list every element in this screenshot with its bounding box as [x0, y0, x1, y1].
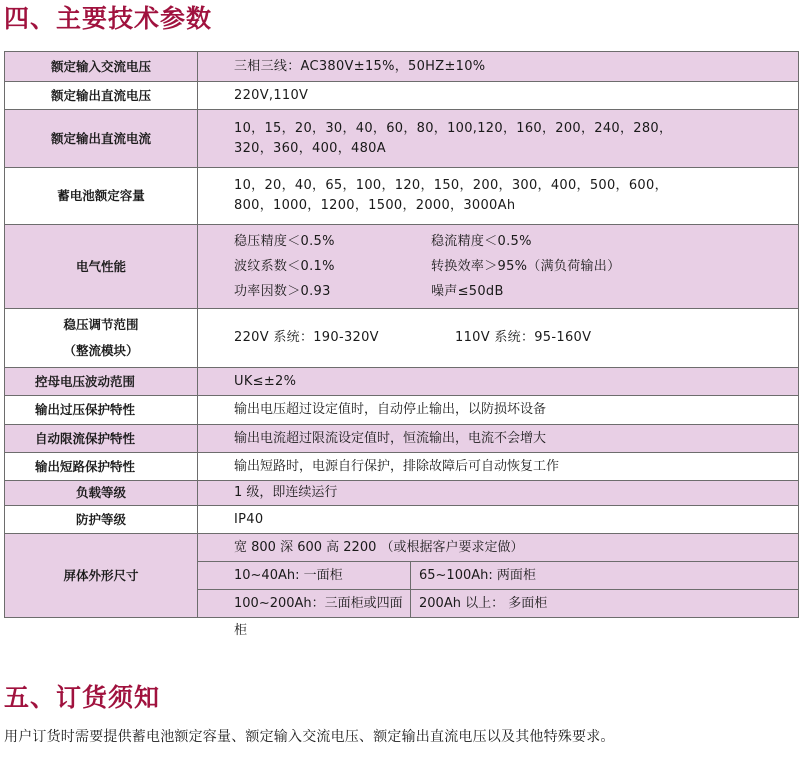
electrical-ripple: 波纹系数＜0.1% — [234, 259, 335, 274]
cabinet-200ah-plus: 200Ah 以上： 多面柜 — [419, 596, 548, 611]
regulation-label-1: 稳压调节范围 — [63, 317, 139, 332]
section-4-title: 四、主要技术参数 — [4, 4, 213, 33]
output-dc-i-line1: 10，15，20，30，40，60，80，100,120，160，200，240，280， — [234, 120, 673, 136]
value-output-dc-v: 220V,110V — [198, 82, 799, 110]
electrical-voltage-precision: 稳压精度＜0.5% — [234, 234, 335, 249]
ordering-note: 用户订货时需要提供蓄电池额定容量、额定输入交流电压、额定输出直流电压以及其他特殊要求。 — [4, 729, 615, 745]
cabinet-65-100ah: 65~100Ah: 两面柜 — [419, 568, 536, 583]
value-regulation — [198, 309, 799, 368]
label-output-dc-i: 额定输出直流电流 — [5, 110, 198, 168]
label-load-class: 负载等级 — [5, 481, 198, 506]
regulation-220v: 220V 系统：190-320V — [234, 330, 379, 345]
cabinet-100-200ah: 100~200Ah：三面柜或四面柜 — [198, 590, 411, 617]
value-overvoltage: 输出电压超过设定值时，自动停止输出，以防损坏设备 — [198, 396, 799, 425]
value-control-bus: UK≤±2% — [198, 368, 799, 396]
label-battery: 蓄电池额定容量 — [5, 168, 198, 225]
value-cabinet — [198, 534, 799, 638]
label-short-circuit: 输出短路保护特性 — [5, 453, 198, 481]
value-short-circuit: 输出短路时，电源自行保护，排除故障后可自动恢复工作 — [198, 453, 799, 481]
row-cabinet — [5, 534, 799, 618]
label-overvoltage: 输出过压保护特性 — [5, 396, 198, 425]
section-5-title: 五、订货须知 — [4, 683, 161, 712]
value-current-limit: 输出电流超过限流设定值时，恒流输出，电流不会增大 — [198, 425, 799, 453]
value-battery — [198, 168, 799, 225]
value-electrical — [198, 225, 799, 309]
label-output-dc-v: 额定输出直流电压 — [5, 82, 198, 110]
label-current-limit: 自动限流保护特性 — [5, 425, 198, 453]
label-input-ac: 额定输入交流电压 — [5, 52, 198, 82]
battery-line2: 800，1000，1200，1500，2000，3000Ah — [234, 198, 516, 213]
label-regulation — [5, 309, 198, 368]
label-control-bus: 控母电压波动范围 — [5, 368, 198, 396]
value-input-ac: 三相三线：AC380V±15%，50HZ±10% — [198, 52, 799, 82]
row-regulation — [5, 309, 799, 368]
row-short-circuit — [5, 453, 799, 481]
regulation-label-2: （整流模块） — [63, 343, 139, 358]
row-protection-class — [5, 506, 799, 534]
electrical-efficiency: 转换效率＞95%（满负荷输出） — [431, 259, 621, 274]
row-output-dc-i — [5, 110, 799, 168]
label-electrical: 电气性能 — [5, 225, 198, 309]
tech-spec-table — [4, 51, 799, 638]
row-battery — [5, 168, 799, 225]
value-output-dc-i — [198, 110, 799, 168]
row-current-limit — [5, 425, 799, 453]
cabinet-row-1 — [198, 562, 798, 590]
row-electrical — [5, 225, 799, 309]
electrical-current-precision: 稳流精度＜0.5% — [431, 234, 532, 249]
label-cabinet: 屏体外形尺寸 — [5, 534, 198, 618]
row-input-ac — [5, 52, 799, 82]
row-load-class — [5, 481, 799, 506]
output-dc-i-line2: 320，360，400，480A — [234, 140, 386, 156]
value-load-class: 1 级，即连续运行 — [198, 481, 799, 506]
row-control-bus — [5, 368, 799, 396]
label-protection-class: 防护等级 — [5, 506, 198, 534]
row-overvoltage — [5, 396, 799, 425]
cabinet-row-2 — [198, 590, 798, 638]
electrical-noise: 噪声≤50dB — [431, 284, 504, 299]
electrical-power-factor: 功率因数＞0.93 — [234, 284, 331, 299]
battery-line1: 10，20，40，65，100，120，150，200，300，400，500，600， — [234, 178, 668, 193]
cabinet-10-40ah: 10~40Ah: 一面柜 — [198, 562, 411, 589]
value-protection-class: IP40 — [198, 506, 799, 534]
row-output-dc-v — [5, 82, 799, 110]
cabinet-size: 宽 800 深 600 高 2200 （或根据客户要求定做） — [198, 534, 798, 562]
regulation-110v: 110V 系统：95-160V — [455, 330, 592, 345]
